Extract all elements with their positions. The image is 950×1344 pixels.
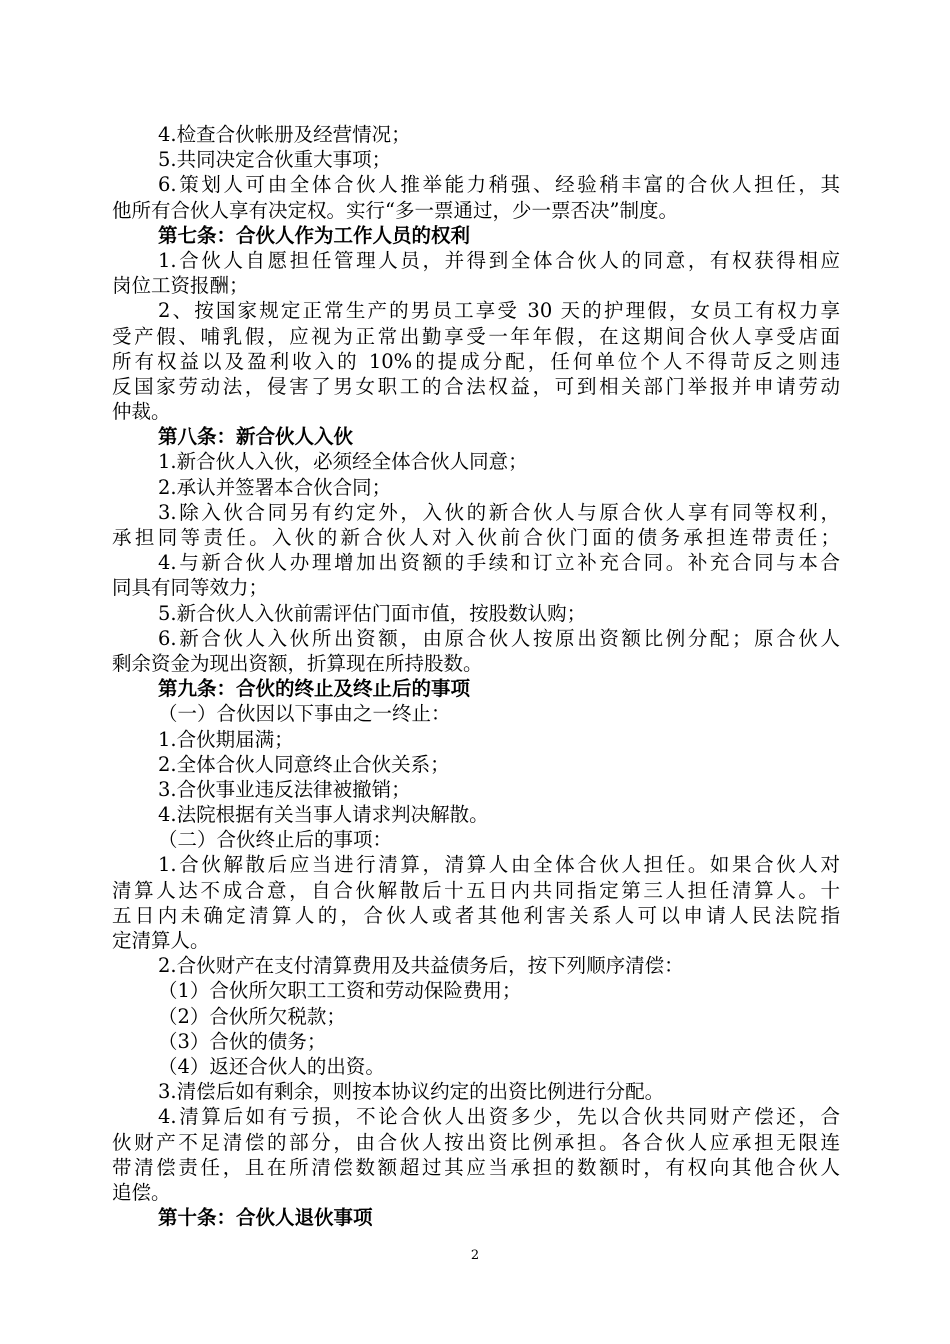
text-line: 4.检查合伙帐册及经营情况； <box>158 123 411 146</box>
text-line: 6.策划人可由全体合伙人推举能力稍强、经验稍丰富的合伙人担任，其 <box>158 173 840 197</box>
text-line: 4.与新合伙人办理增加出资额的手续和订立补充合同。补充合同与本合 <box>158 551 840 575</box>
text-line: 伙财产不足清偿的部分，由合伙人按出资比例承担。各合伙人应承担无限连 <box>112 1130 840 1154</box>
text-line: 2.全体合伙人同意终止合伙关系； <box>158 752 450 776</box>
text-line: 1.新合伙人入伙，必须经全体合伙人同意； <box>158 450 528 474</box>
text-line: 定清算人。 <box>112 929 210 952</box>
text-line: 4.清算后如有亏损，不论合伙人出资多少，先以合伙共同财产偿还，合 <box>158 1105 840 1129</box>
text-line: （3）合伙的债务； <box>158 1029 327 1053</box>
text-line: （1）合伙所欠职工工资和劳动保险费用； <box>158 979 522 1003</box>
text-line: 4.法院根据有关当事人请求判决解散。 <box>158 803 489 827</box>
article-heading: 第八条：新合伙人入伙 <box>158 425 354 449</box>
text-line: 剩余资金为现出资额，折算现在所持股数。 <box>112 651 483 675</box>
text-line: 1.合伙人自愿担任管理人员，并得到全体合伙人的同意，有权获得相应 <box>158 248 840 272</box>
article-heading: 第九条：合伙的终止及终止后的事项 <box>158 677 471 701</box>
text-line: 3.清偿后如有剩余，则按本协议约定的出资比例进行分配。 <box>158 1080 665 1104</box>
text-line: 2、按国家规定正常生产的男员工享受 30 天的护理假，女员工有权力享 <box>158 299 840 323</box>
text-line: 所有权益以及盈利收入的 10%的提成分配，任何单位个人不得苛反之则违 <box>112 349 840 373</box>
text-line: 带清偿责任，且在所清偿数额超过其应当承担的数额时，有权向其他合伙人 <box>112 1155 840 1179</box>
text-line: （2）合伙所欠税款； <box>158 1004 346 1028</box>
text-line: 6.新合伙人入伙所出资额，由原合伙人按原出资额比例分配；原合伙人 <box>158 626 840 650</box>
text-line: 五日内未确定清算人的，合伙人或者其他利害关系人可以申请人民法院指 <box>112 903 840 927</box>
text-line: 岗位工资报酬； <box>112 274 249 298</box>
text-line: 1.合伙期届满； <box>158 727 294 751</box>
text-line: 同具有同等效力； <box>112 576 269 600</box>
text-line: 5.共同决定合伙重大事项； <box>158 148 392 172</box>
text-line: 1.合伙解散后应当进行清算，清算人由全体合伙人担任。如果合伙人对 <box>158 853 840 877</box>
text-line: 仲裁。 <box>112 400 171 424</box>
text-line: （二）合伙终止后的事项： <box>158 828 393 852</box>
text-line: 反国家劳动法，侵害了男女职工的合法权益，可到相关部门举报并申请劳动 <box>112 374 840 398</box>
article-heading: 第十条：合伙人退伙事项 <box>158 1206 373 1230</box>
text-line: （一）合伙因以下事由之一终止： <box>158 702 451 726</box>
text-line: 追偿。 <box>112 1180 171 1204</box>
text-line: （4）返还合伙人的出资。 <box>158 1054 385 1078</box>
text-line: 5.新合伙人入伙前需评估门面市值，按股数认购； <box>158 601 587 625</box>
text-line: 2.合伙财产在支付清算费用及共益债务后，按下列顺序清偿： <box>158 954 684 978</box>
text-line: 3.合伙事业违反法律被撤销； <box>158 777 411 801</box>
text-line: 受产假、哺乳假，应视为正常出勤享受一年年假，在这期间合伙人享受店面 <box>112 324 840 348</box>
text-line: 2.承认并签署本合伙合同； <box>158 475 392 499</box>
article-heading: 第七条：合伙人作为工作人员的权利 <box>158 223 471 247</box>
text-line: 他所有合伙人享有决定权。实行“多一票通过，少一票否决”制度。 <box>112 198 678 222</box>
page-number: 2 <box>470 1248 480 1263</box>
text-line: 清算人达不成合意，自合伙解散后十五日内共同指定第三人担任清算人。十 <box>112 878 840 902</box>
document-body <box>112 122 840 1230</box>
text-line: 3.除入伙合同另有约定外，入伙的新合伙人与原合伙人享有同等权利， <box>158 500 840 524</box>
text-line: 承担同等责任。入伙的新合伙人对入伙前合伙门面的债务承担连带责任； <box>112 526 840 549</box>
